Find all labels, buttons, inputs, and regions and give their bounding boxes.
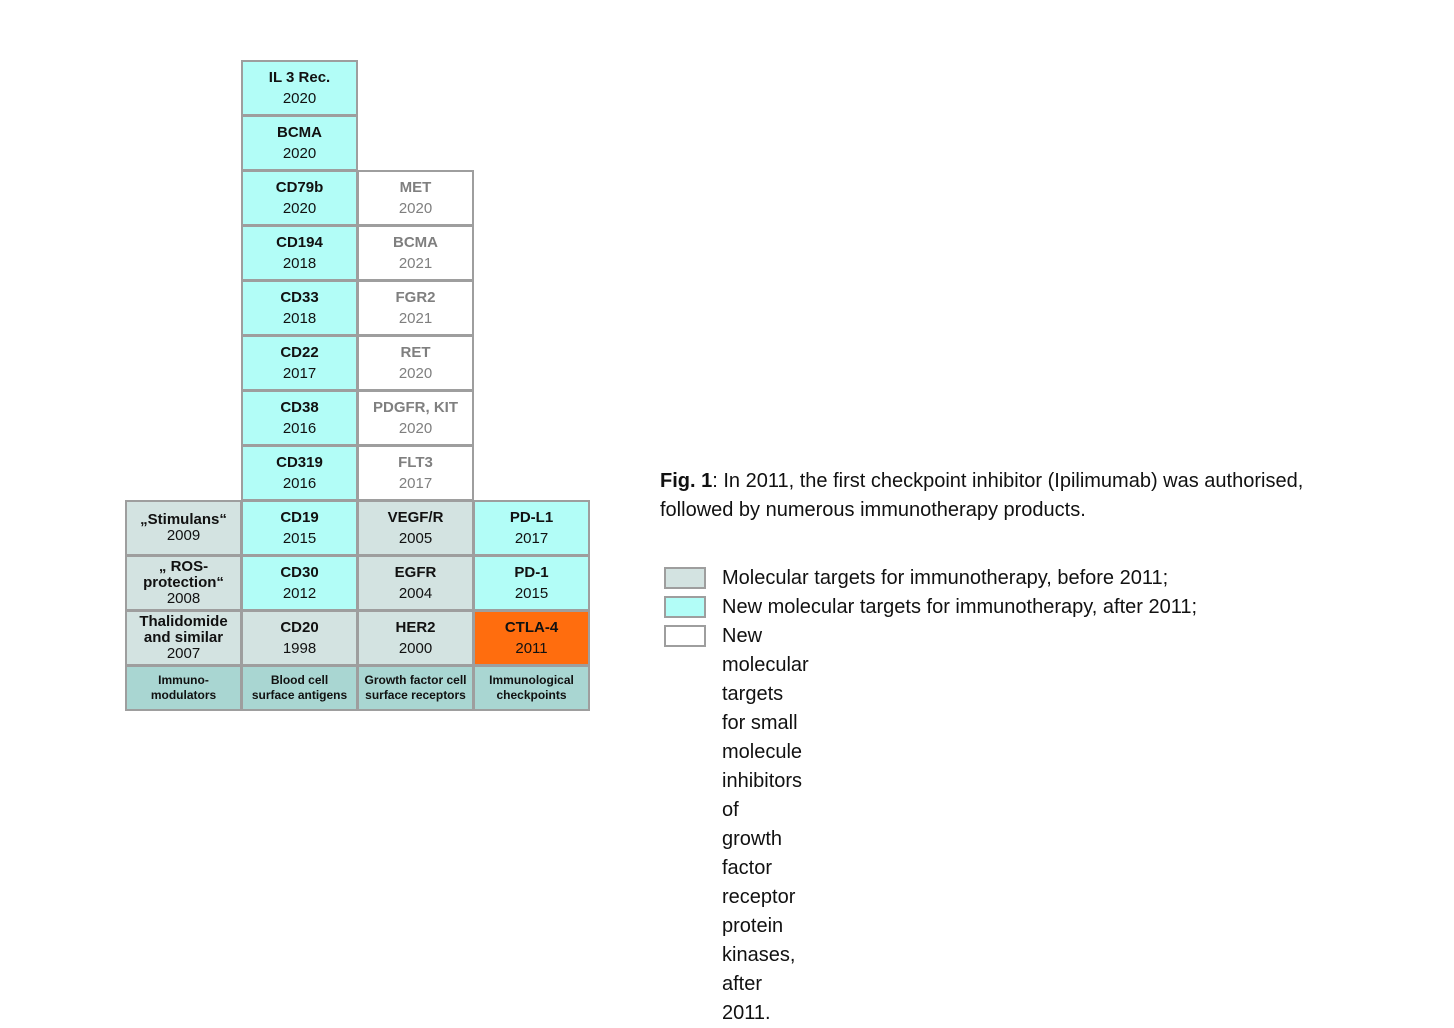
target-name: CD194: [276, 234, 323, 251]
target-year: 2017: [282, 365, 317, 382]
target-cell: [125, 500, 242, 556]
target-year: 1998: [282, 640, 317, 657]
target-year: 2011: [515, 640, 548, 657]
target-year: 2020: [282, 90, 317, 107]
target-cell: [473, 500, 590, 556]
target-year: 2000: [398, 640, 433, 657]
target-year: 2018: [282, 310, 317, 327]
target-cell: [241, 445, 358, 501]
target-year: 2020: [398, 200, 433, 217]
target-name: PDGFR, KIT: [373, 399, 458, 416]
category-label: Blood cell surface antigens: [251, 673, 348, 702]
caption-label: Fig. 1: [660, 470, 713, 492]
target-name: CD22: [280, 344, 319, 361]
target-name: PD-L1: [509, 509, 554, 526]
target-cell: [473, 610, 590, 666]
legend-label: New molecular targets for small molecule inhibitors of growth factor receptor protein kinases, after 2011.: [722, 625, 809, 1024]
target-name: Thalidomide and similar: [139, 613, 228, 646]
target-name: HER2: [395, 619, 436, 636]
target-year: 2015: [514, 585, 549, 602]
legend-label: Molecular targets for immunotherapy, before 2011;: [722, 567, 1169, 589]
category-label: Growth factor cell surface receptors: [364, 673, 467, 702]
target-cell: [357, 170, 474, 226]
target-cell: [357, 335, 474, 391]
target-year: 2004: [398, 585, 433, 602]
target-cell: [241, 555, 358, 611]
target-name: BCMA: [393, 234, 438, 251]
target-year: 2021: [398, 255, 433, 272]
target-cell: [125, 555, 242, 611]
category-header: [241, 665, 358, 711]
category-header: [125, 665, 242, 711]
target-name: CD20: [280, 619, 319, 636]
target-name: CD19: [280, 509, 319, 526]
target-cell: [473, 555, 590, 611]
target-cell: [357, 225, 474, 281]
target-name: CD33: [280, 289, 319, 306]
target-name: CD38: [280, 399, 319, 416]
target-cell: [241, 500, 358, 556]
target-name: MET: [399, 179, 432, 196]
target-year: 2016: [282, 420, 317, 437]
target-name: CD30: [280, 564, 319, 581]
target-name: VEGF/R: [387, 509, 444, 526]
target-name: CD79b: [275, 179, 324, 196]
target-cell: [357, 500, 474, 556]
target-year: 2020: [398, 365, 433, 382]
legend-label: New molecular targets for immunotherapy, after 2011;: [722, 596, 1198, 618]
caption-text: : In 2011, the first checkpoint inhibitor (Ipilimumab) was authorised, followed by numerous immunotherapy products.: [660, 470, 1304, 521]
target-name: PD-1: [514, 564, 549, 581]
target-year: 2016: [282, 475, 317, 492]
target-cell: [241, 610, 358, 666]
target-year: 2005: [398, 530, 433, 547]
target-cell: [241, 390, 358, 446]
target-name: FLT3: [398, 454, 433, 471]
target-cell: [241, 60, 358, 116]
target-name: „Stimulans“: [140, 511, 227, 528]
category-header: [357, 665, 474, 711]
target-name: BCMA: [277, 124, 322, 141]
target-year: 2009: [166, 527, 201, 544]
category-label: Immuno- modulators: [150, 673, 217, 702]
target-name: CD319: [276, 454, 323, 471]
legend-swatch-before: [664, 567, 706, 589]
target-cell: [241, 335, 358, 391]
target-cell: [357, 610, 474, 666]
target-name: FGR2: [395, 289, 436, 306]
target-cell: [125, 610, 242, 666]
target-cell: [241, 115, 358, 171]
target-year: 2017: [514, 530, 549, 547]
legend-swatch-small-molecule: [664, 625, 706, 647]
target-name: RET: [400, 344, 431, 361]
target-cell: [357, 280, 474, 336]
figure-caption: [660, 467, 1320, 525]
target-year: 2012: [282, 585, 317, 602]
target-cell: [357, 390, 474, 446]
target-year: 2017: [398, 475, 433, 492]
target-cell: [241, 280, 358, 336]
target-year: 2021: [398, 310, 433, 327]
target-cell: [241, 225, 358, 281]
category-label: Immunological checkpoints: [489, 673, 574, 702]
target-cell: [357, 555, 474, 611]
target-year: 2020: [398, 420, 433, 437]
target-cell: [357, 445, 474, 501]
legend-swatch-after: [664, 596, 706, 618]
target-name: „ ROS- protection“: [143, 558, 224, 591]
target-year: 2020: [282, 200, 317, 217]
target-name: CTLA-4: [504, 619, 559, 636]
target-year: 2007: [166, 645, 201, 662]
target-name: EGFR: [394, 564, 437, 581]
target-name: IL 3 Rec.: [268, 69, 331, 86]
target-year: 2008: [166, 590, 201, 607]
category-header: [473, 665, 590, 711]
target-cell: [241, 170, 358, 226]
target-year: 2015: [282, 530, 317, 547]
target-year: 2020: [282, 145, 317, 162]
target-year: 2018: [282, 255, 317, 272]
